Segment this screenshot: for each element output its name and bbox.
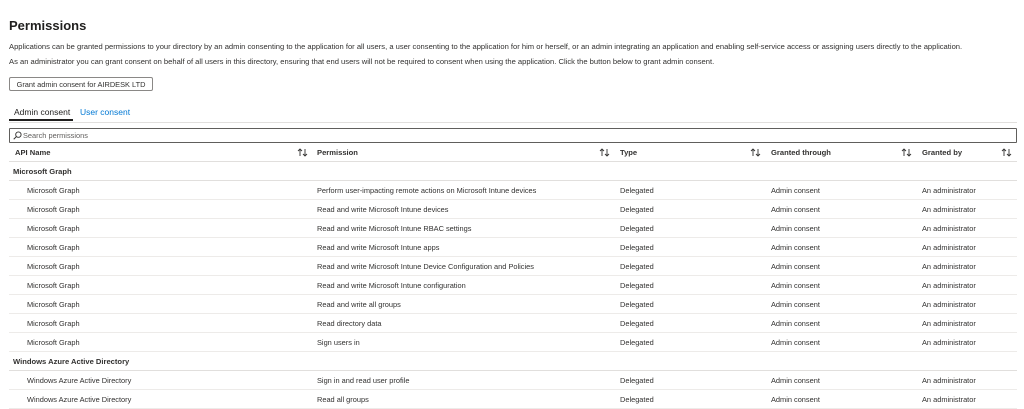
search-icon	[13, 131, 22, 140]
sort-icon[interactable]	[599, 148, 610, 157]
page-title: Permissions	[9, 18, 87, 33]
cell-api-name: Microsoft Graph	[27, 319, 80, 328]
sort-icon[interactable]	[750, 148, 761, 157]
cell-api-name: Microsoft Graph	[27, 243, 80, 252]
table-row[interactable]	[9, 200, 1017, 219]
sort-icon[interactable]	[901, 148, 912, 157]
cell-granted-through: Admin consent	[771, 338, 820, 347]
cell-granted-through: Admin consent	[771, 281, 820, 290]
group-header[interactable]	[9, 162, 1017, 181]
cell-granted-through: Admin consent	[771, 262, 820, 271]
column-header-granted-through[interactable]: Granted through	[771, 148, 831, 157]
cell-api-name: Microsoft Graph	[27, 281, 80, 290]
search-input[interactable]	[23, 129, 1003, 142]
table-row[interactable]	[9, 371, 1017, 390]
cell-api-name: Microsoft Graph	[27, 300, 80, 309]
cell-type: Delegated	[620, 224, 654, 233]
cell-api-name: Microsoft Graph	[27, 186, 80, 195]
cell-api-name: Microsoft Graph	[27, 224, 80, 233]
cell-permission: Read directory data	[317, 319, 382, 328]
table-row[interactable]	[9, 181, 1017, 200]
cell-granted-by: An administrator	[922, 376, 976, 385]
cell-permission: Read and write all groups	[317, 300, 401, 309]
table-header	[9, 144, 1017, 162]
search-box	[9, 128, 1017, 143]
selected-tab-indicator	[9, 119, 73, 121]
cell-api-name: Microsoft Graph	[27, 338, 80, 347]
cell-granted-by: An administrator	[922, 319, 976, 328]
cell-permission: Sign users in	[317, 338, 360, 347]
grant-admin-consent-button[interactable]: Grant admin consent for AIRDESK LTD	[9, 77, 153, 91]
table-row[interactable]	[9, 257, 1017, 276]
cell-type: Delegated	[620, 281, 654, 290]
group-label: Windows Azure Active Directory	[13, 357, 130, 366]
group-label: Microsoft Graph	[13, 167, 72, 176]
cell-granted-by: An administrator	[922, 262, 976, 271]
cell-type: Delegated	[620, 243, 654, 252]
cell-granted-through: Admin consent	[771, 300, 820, 309]
cell-permission: Read and write Microsoft Intune configuration	[317, 281, 466, 290]
table-row[interactable]	[9, 333, 1017, 352]
cell-permission: Perform user-impacting remote actions on Microsoft Intune devices	[317, 186, 537, 195]
consent-tabs	[9, 106, 1017, 123]
table-row[interactable]	[9, 295, 1017, 314]
cell-type: Delegated	[620, 338, 654, 347]
table-row[interactable]	[9, 314, 1017, 333]
column-header-type[interactable]: Type	[620, 148, 638, 157]
cell-granted-by: An administrator	[922, 186, 976, 195]
cell-permission: Read and write Microsoft Intune apps	[317, 243, 440, 252]
tab-user-consent[interactable]: User consent	[80, 107, 131, 117]
sort-icon[interactable]	[1001, 148, 1012, 157]
permissions-table	[9, 144, 1017, 409]
cell-type: Delegated	[620, 186, 654, 195]
column-header-api-name[interactable]: API Name	[15, 148, 51, 157]
cell-permission: Sign in and read user profile	[317, 376, 410, 385]
cell-api-name: Windows Azure Active Directory	[27, 376, 132, 385]
column-header-permission[interactable]: Permission	[317, 148, 358, 157]
cell-api-name: Windows Azure Active Directory	[27, 395, 132, 404]
cell-granted-through: Admin consent	[771, 224, 820, 233]
cell-type: Delegated	[620, 319, 654, 328]
cell-type: Delegated	[620, 205, 654, 214]
page-description-2: As an administrator you can grant consent on behalf of all users in this directory, ensuring that end users will not be required to consent when using the application. Click the button below to grant admin consent.	[9, 57, 715, 66]
cell-permission: Read all groups	[317, 395, 369, 404]
cell-granted-through: Admin consent	[771, 376, 820, 385]
cell-granted-by: An administrator	[922, 300, 976, 309]
cell-type: Delegated	[620, 376, 654, 385]
cell-api-name: Microsoft Graph	[27, 205, 80, 214]
page-description-1: Applications can be granted permissions to your directory by an admin consenting to the application for all users, a user consenting to the application for him or herself, or an admin integrating an application and enabling self-service access or assigning users directly to the application.	[9, 42, 963, 51]
tab-admin-consent[interactable]: Admin consent	[14, 107, 71, 117]
cell-granted-by: An administrator	[922, 338, 976, 347]
table-row[interactable]	[9, 219, 1017, 238]
cell-granted-through: Admin consent	[771, 243, 820, 252]
column-header-granted-by[interactable]: Granted by	[922, 148, 963, 157]
sort-icon[interactable]	[297, 148, 308, 157]
cell-permission: Read and write Microsoft Intune devices	[317, 205, 449, 214]
cell-granted-through: Admin consent	[771, 205, 820, 214]
cell-granted-by: An administrator	[922, 281, 976, 290]
table-row[interactable]	[9, 276, 1017, 295]
cell-type: Delegated	[620, 300, 654, 309]
cell-granted-through: Admin consent	[771, 319, 820, 328]
cell-type: Delegated	[620, 395, 654, 404]
cell-type: Delegated	[620, 262, 654, 271]
cell-granted-by: An administrator	[922, 395, 976, 404]
cell-granted-through: Admin consent	[771, 186, 820, 195]
cell-permission: Read and write Microsoft Intune RBAC settings	[317, 224, 472, 233]
cell-granted-by: An administrator	[922, 224, 976, 233]
cell-granted-through: Admin consent	[771, 395, 820, 404]
table-row[interactable]	[9, 238, 1017, 257]
cell-api-name: Microsoft Graph	[27, 262, 80, 271]
cell-permission: Read and write Microsoft Intune Device Configuration and Policies	[317, 262, 534, 271]
group-header[interactable]	[9, 352, 1017, 371]
cell-granted-by: An administrator	[922, 243, 976, 252]
table-row[interactable]	[9, 390, 1017, 409]
cell-granted-by: An administrator	[922, 205, 976, 214]
